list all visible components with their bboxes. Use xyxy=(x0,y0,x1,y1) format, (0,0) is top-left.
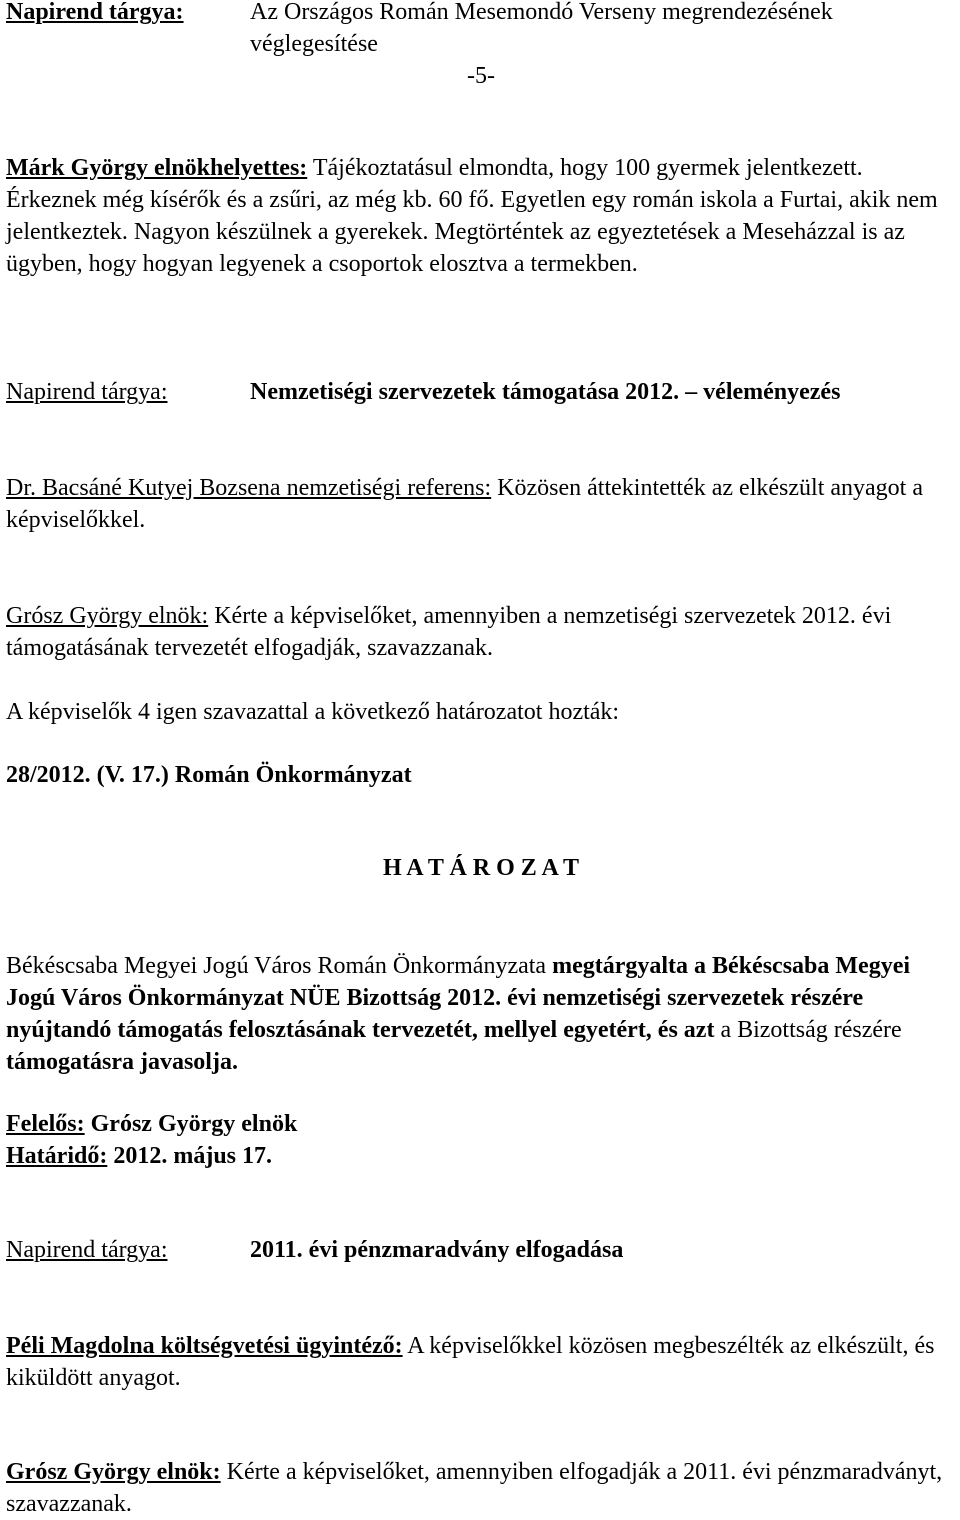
paragraph-text: Közösen áttekintették az elkészült anyagot a képviselőkkel. xyxy=(6,475,923,533)
resolution-part: a Bizottság részére xyxy=(714,1017,902,1043)
paragraph-text: Kérte a képviselőket, amennyiben elfogadják a 2011. évi pénzmaradványt, szavazzanak. xyxy=(6,1459,943,1517)
deadline-label: Határidő: xyxy=(6,1143,108,1169)
agenda-label: Napirend tárgya: xyxy=(6,1237,168,1263)
agenda-title: Az Országos Román Mesemondó Verseny megrendezésének véglegesítése xyxy=(250,0,833,57)
paragraph-text: Tájékoztatásul elmondta, hogy 100 gyermek jelentkezett. Érkeznek még kísérők és a zsűri, az még kb. 60 fő. Egyetlen egy román iskola a Furtai, akik nem jelentkeztek. Nagyon készülnek a gyerekek. Megtörténtek az egyeztetések a Meseházzal is az ügyben, hogy hogyan legyenek a csoportok elosztva a termekben. xyxy=(6,155,938,277)
deadline-line xyxy=(6,1140,956,1172)
resolution-id: 28/2012. (V. 17.) Román Önkormányzat xyxy=(6,762,412,788)
speaker: Péli Magdolna költségvetési ügyintéző: xyxy=(6,1333,403,1359)
paragraph-4 xyxy=(6,1330,956,1394)
resolution-text xyxy=(6,950,956,1078)
paragraph-3 xyxy=(6,600,956,664)
agenda-label: Napirend tárgya: xyxy=(6,0,184,25)
resolution-part: támogatásra javasolja. xyxy=(6,1049,238,1075)
agenda-label: Napirend tárgya: xyxy=(6,379,168,405)
speaker: Márk György elnökhelyettes: xyxy=(6,155,308,181)
speaker: Dr. Bacsáné Kutyej Bozsena nemzetiségi referens: xyxy=(6,475,492,501)
agenda-item-2 xyxy=(6,376,956,408)
paragraph-text: A képviselőkkel közösen megbeszélték az elkészült, és kiküldött anyagot. xyxy=(6,1333,935,1391)
agenda-item-1 xyxy=(6,0,956,60)
paragraph-2 xyxy=(6,472,956,536)
agenda-title: 2011. évi pénzmaradvány elfogadása xyxy=(250,1237,624,1263)
responsible-value: Grósz György elnök xyxy=(84,1111,298,1137)
agenda-title: Nemzetiségi szervezetek támogatása 2012. – véleményezés xyxy=(250,379,841,405)
speaker: Grósz György elnök: xyxy=(6,1459,221,1485)
resolution-heading: H A T Á R O Z A T xyxy=(382,855,580,881)
paragraph-text: Kérte a képviselőket, amennyiben a nemzetiségi szervezetek 2012. évi támogatásának tervezetét elfogadják, szavazzanak. xyxy=(6,603,892,661)
page-number: -5- xyxy=(467,63,495,89)
resolution-part: Békéscsaba Megyei Jogú Város Román Önkormányzata xyxy=(6,953,553,979)
paragraph-5 xyxy=(6,1456,956,1520)
resolution-part: megtárgyalta a Békéscsaba Megyei Jogú Város Önkormányzat NÜE Bizottság 2012. évi nemzetiségi szervezetek részére nyújtandó támogatás felosztásának tervezetét, mellyel egyetért, és azt xyxy=(6,953,911,1043)
responsible-line xyxy=(6,1108,956,1140)
agenda-item-3 xyxy=(6,1234,956,1266)
paragraph-1 xyxy=(6,152,956,280)
vote-line: A képviselők 4 igen szavazattal a következő határozatot hozták: xyxy=(6,699,620,725)
deadline-value: 2012. május 17. xyxy=(107,1143,272,1169)
speaker: Grósz György elnök: xyxy=(6,603,209,629)
responsible-label: Felelős: xyxy=(6,1111,85,1137)
